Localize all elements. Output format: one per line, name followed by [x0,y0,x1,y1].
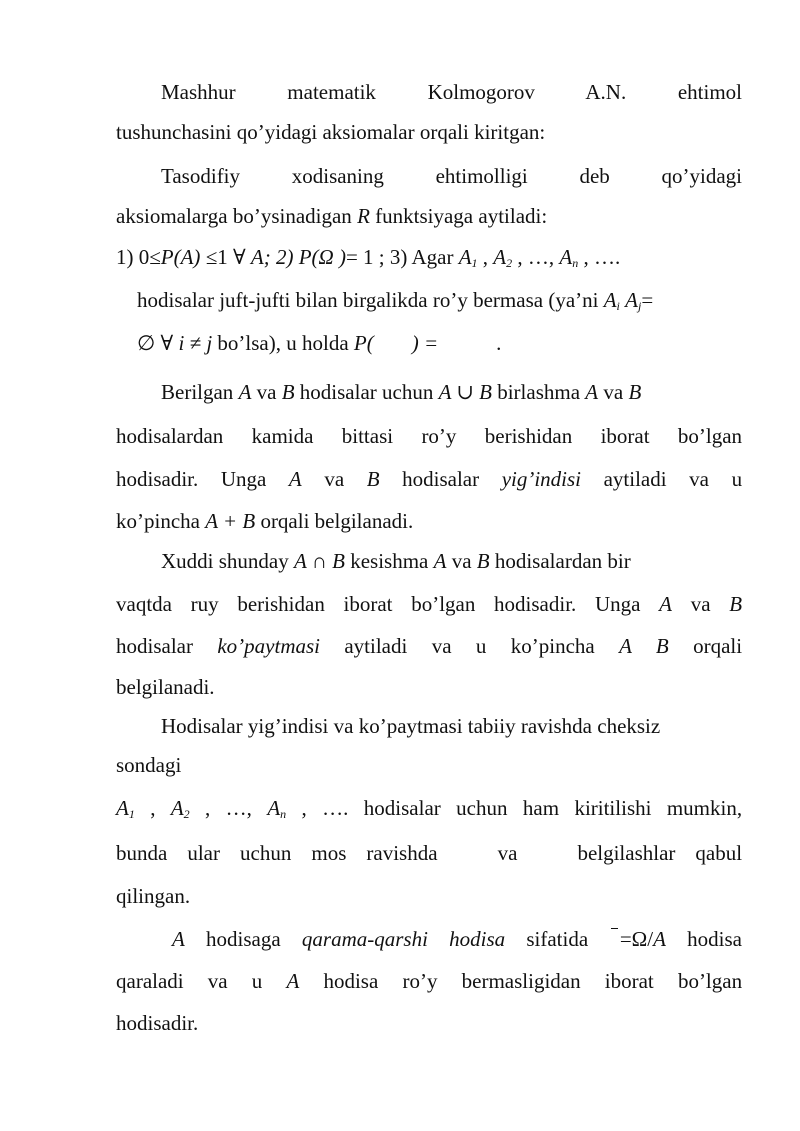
paragraph-5-line-3: $A_1$ , $A_2$ , …, $A_n$ , …. hodisalar uchun ham kiritilishi mumkin, [116,796,743,821]
paragraph-5-line-1: Hodisalar yig’indisi va ko’paytmasi tabiiy ravishda cheksiz [161,714,661,738]
paragraph-4-line-4: belgilanadi. [116,675,215,699]
paragraph-5-line-4: bunda ular uchun mos ravishda va belgilashlar qabul [116,841,743,865]
paragraph-4-line-2: vaqtda ruy berishidan iborat bo’lgan hodisadir. Unga A va B [116,592,743,616]
axioms-line-3: ∅ ∀ i ≠ j bo’lsa), u holda P( ) = . [137,331,502,355]
paragraph-5-line-2: sondagi [116,753,182,777]
paragraph-3-line-3: hodisadir. Unga A va B hodisalar yig’indisi aytiladi va u [116,467,743,491]
paragraph-5-line-5: qilingan. [116,884,191,908]
complement-bar [609,926,620,952]
axioms-line-2: hodisalar juft-jufti bilan birgalikda ro’y bermasa (ya’ni $A_i$ $A_j=$ [137,288,654,313]
paragraph-1-line-1: Mashhur matematik Kolmogorov A.N. ehtimol [161,80,742,104]
paragraph-1-line-2: tushunchasini qo’yidagi aksiomalar orqali kiritgan: [116,120,546,144]
paragraph-6-line-3: hodisadir. [116,1011,199,1035]
paragraph-4-line-1: Xuddi shunday A ∩ B kesishma A va B hodisalardan bir [161,549,631,573]
paragraph-6-line-2: qaraladi va u A hodisa ro’y bermasligidan iborat bo’lgan [116,969,743,993]
paragraph-2-line-2: aksiomalarga bo’ysinadigan R funktsiyaga aytiladi: [116,204,548,228]
paragraph-4-line-3: hodisalar ko’paytmasi aytiladi va u ko’pincha A B orqali [116,634,743,658]
paragraph-3-line-2: hodisalardan kamida bittasi ro’y berishidan iborat bo’lgan [116,424,743,448]
paragraph-3-line-4: ko’pincha A + B orqali belgilanadi. [116,509,414,533]
paragraph-6-line-1: A hodisaga qarama-qarshi hodisa sifatida =Ω/A hodisa [172,927,742,951]
axioms-line-1: 1) 0≤P(A) ≤1 ∀ A; 2) P(Ω )= 1 ; 3) Agar $A_1$ , $A_2$ , …, $A_n$ , …. [116,245,621,270]
paragraph-2-line-1: Tasodifiy xodisaning ehtimolligi deb qo’yidagi [161,164,742,188]
paragraph-3-line-1: Berilgan A va B hodisalar uchun A ∪ B birlashma A va B [161,380,642,404]
